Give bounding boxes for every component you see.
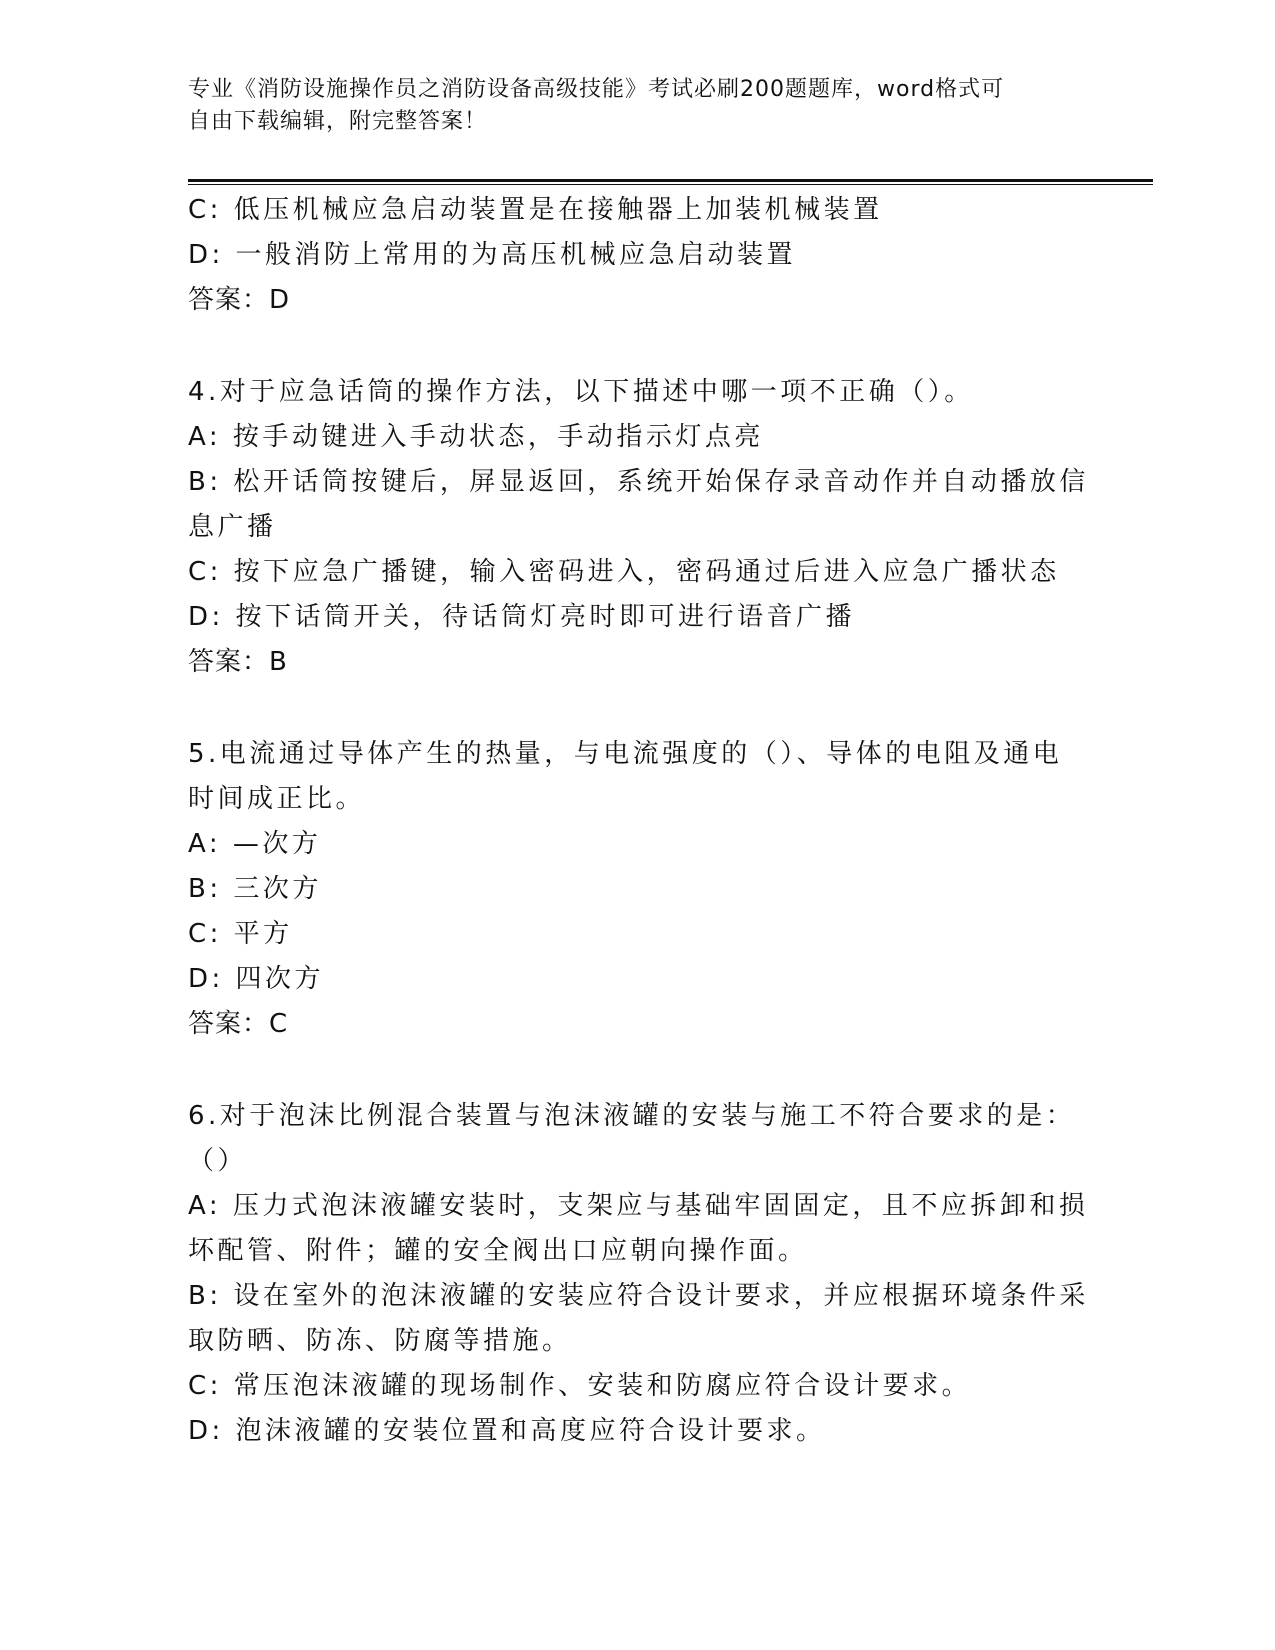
spacer [188, 1047, 1088, 1094]
spacer [188, 685, 1088, 732]
question-3-tail [188, 188, 1088, 323]
question-6 [188, 1094, 1088, 1454]
header-title-line-2: 自由下载编辑，附完整答案！ [188, 109, 488, 134]
q6-option-a-line-1: A: 压力式泡沫液罐安装时，支架应与基础牢固固定，且不应拆卸和损 [188, 1191, 1089, 1221]
q4-option-d: D: 按下话筒开关，待话筒灯亮时即可进行语音广播 [188, 602, 856, 632]
question-content [188, 188, 1088, 1454]
header-divider-thin [188, 184, 1153, 185]
q5-option-a: A: —次方 [188, 829, 322, 859]
q3-answer: 答案：D [188, 285, 291, 315]
q4-stem: 4.对于应急话筒的操作方法，以下描述中哪一项不正确（）。 [188, 377, 974, 407]
q6-option-a-line-2: 坏配管、附件；罐的安全阀出口应朝向操作面。 [188, 1236, 808, 1266]
page-header [188, 74, 1068, 138]
q3-option-c: C: 低压机械应急启动装置是在接触器上加装机械装置 [188, 195, 883, 225]
q4-answer: 答案：B [188, 647, 288, 677]
q5-option-c: C: 平方 [188, 919, 293, 949]
q6-option-d: D: 泡沫液罐的安装位置和高度应符合设计要求。 [188, 1416, 826, 1446]
q6-option-c: C: 常压泡沫液罐的现场制作、安装和防腐应符合设计要求。 [188, 1371, 972, 1401]
q5-stem-line-2: 时间成正比。 [188, 784, 366, 814]
question-4 [188, 370, 1088, 685]
question-5 [188, 732, 1088, 1047]
q5-option-d: D: 四次方 [188, 964, 325, 994]
q3-option-d: D: 一般消防上常用的为高压机械应急启动装置 [188, 240, 797, 270]
q6-stem-line-2: （） [188, 1146, 248, 1176]
q5-option-b: B: 三次方 [188, 874, 322, 904]
header-divider-thick [188, 179, 1153, 182]
q5-stem-line-1: 5.电流通过导体产生的热量，与电流强度的（）、导体的电阻及通电 [188, 739, 1063, 769]
q6-stem-line-1: 6.对于泡沫比例混合装置与泡沫液罐的安装与施工不符合要求的是： [188, 1101, 1076, 1131]
spacer [188, 323, 1088, 370]
q6-option-b-line-2: 取防晒、防冻、防腐等措施。 [188, 1326, 572, 1356]
q4-option-c: C: 按下应急广播键，输入密码进入，密码通过后进入应急广播状态 [188, 557, 1060, 587]
q6-option-b-line-1: B: 设在室外的泡沫液罐的安装应符合设计要求，并应根据环境条件采 [188, 1281, 1089, 1311]
q4-option-b-line-1: B: 松开话筒按键后，屏显返回，系统开始保存录音动作并自动播放信 [188, 467, 1089, 497]
q5-answer: 答案：C [188, 1009, 289, 1039]
header-title-line-1: 专业《消防设施操作员之消防设备高级技能》考试必刷200题题库，word格式可 [188, 77, 1005, 102]
q4-option-b-line-2: 息广播 [188, 512, 277, 542]
q4-option-a: A: 按手动键进入手动状态，手动指示灯点亮 [188, 422, 764, 452]
